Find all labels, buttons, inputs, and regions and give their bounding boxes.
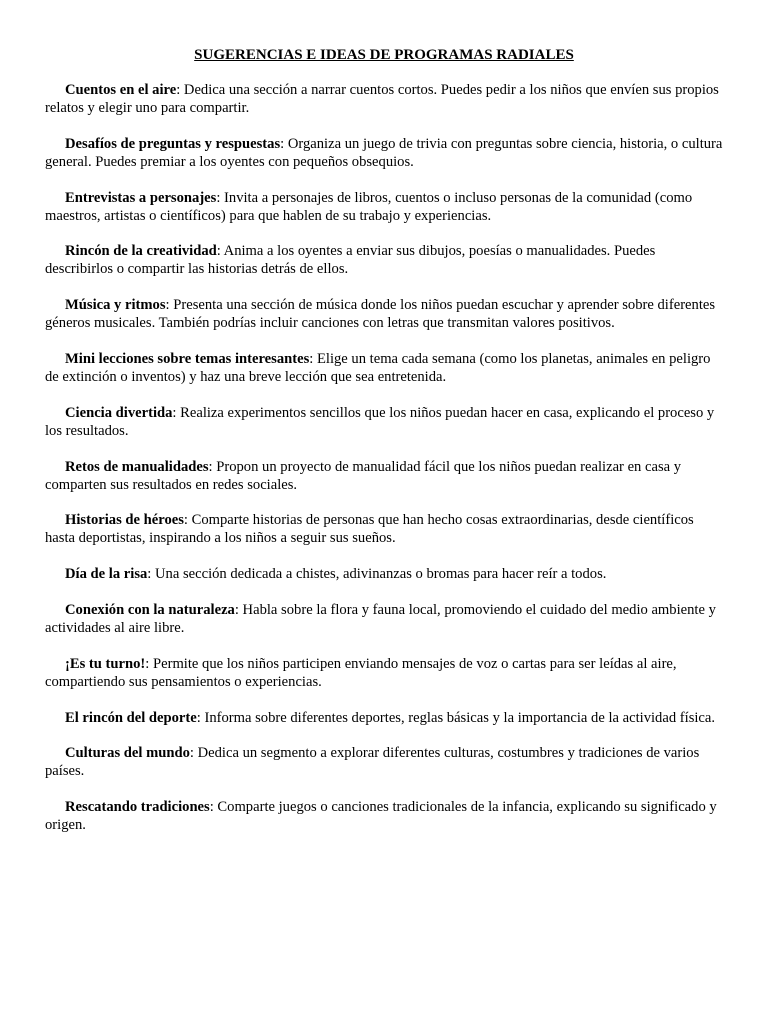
entry-term: Desafíos de preguntas y respuestas xyxy=(65,135,281,152)
entry-term: Ciencia divertida xyxy=(65,404,173,421)
entry-term: Día de la risa xyxy=(65,566,148,583)
document-title: SUGERENCIAS E IDEAS DE PROGRAMAS RADIALES xyxy=(194,47,574,63)
entry-text: : Una sección dedicada a chistes, adivinanzas o bromas para hacer reír a todos. xyxy=(147,566,607,583)
entry-text: : Invita a personajes de libros, cuentos o incluso personas de la comunidad (como maestros, artistas o científicos) para que hablen de su trabajo y experiencias. xyxy=(45,189,693,224)
entry-term: Rescatando tradiciones xyxy=(65,799,210,816)
entry-desafios-de-preguntas xyxy=(45,135,723,171)
entry-text: : Presenta una sección de música donde los niños puedan escuchar y aprender sobre diferentes géneros musicales. También podrías incluir canciones con letras que transmitan valores positivos. xyxy=(45,297,716,332)
entry-text: : Dedica una sección a narrar cuentos cortos. Puedes pedir a los niños que envíen sus propios relatos y elegir uno para compartir. xyxy=(45,82,719,116)
entry-text: : Anima a los oyentes a enviar sus dibujos, poesías o manualidades. Puedes describirlos o compartir las historias detrás de ellos. xyxy=(45,243,656,278)
document-page xyxy=(45,46,723,852)
entry-text: : Propon un proyecto de manualidad fácil que los niños puedan realizar en casa y comparten sus resultados en redes sociales. xyxy=(45,458,682,493)
entry-text: : Habla sobre la flora y fauna local, promoviendo el cuidado del medio ambiente y actividades al aire libre. xyxy=(45,601,716,636)
entry-text: : Comparte historias de personas que han hecho cosas extraordinarias, desde científicos hasta deportistas, inspirando a los niños a seguir sus sueños. xyxy=(45,512,694,547)
entry-term: El rincón del deporte xyxy=(65,709,197,726)
entry-term: Conexión con la naturaleza xyxy=(65,601,235,618)
entry-text: : Realiza experimentos sencillos que los niños puedan hacer en casa, explicando el proceso y los resultados. xyxy=(45,404,715,439)
entry-es-tu-turno xyxy=(45,655,723,691)
entry-cuentos-en-el-aire xyxy=(45,81,723,117)
entry-text: : Dedica un segmento a explorar diferentes culturas, costumbres y tradiciones de varios países. xyxy=(45,745,700,780)
entry-el-rincon-del-deporte xyxy=(45,709,723,727)
entry-historias-de-heroes xyxy=(45,511,723,547)
entry-term: Retos de manualidades xyxy=(65,458,209,475)
entry-culturas-del-mundo xyxy=(45,744,723,780)
entry-text: : Comparte juegos o canciones tradicionales de la infancia, explicando su significado y origen. xyxy=(45,799,717,834)
entry-text: : Informa sobre diferentes deportes, reglas básicas y la importancia de la actividad física. xyxy=(196,709,716,726)
entry-musica-y-ritmos xyxy=(45,296,723,332)
entry-text: : Permite que los niños participen enviando mensajes de voz o cartas para ser leídas al aire, compartiendo sus pensamientos o experiencias. xyxy=(45,655,677,690)
entry-text: : Elige un tema cada semana (como los planetas, animales en peligro de extinción o inventos) y haz una breve lección que sea entretenida. xyxy=(45,350,711,385)
entry-term: Cuentos en el aire xyxy=(65,82,177,98)
entry-term: Rincón de la creatividad xyxy=(65,243,217,260)
entry-rincon-de-la-creatividad xyxy=(45,242,723,278)
entry-conexion-con-la-naturaleza xyxy=(45,601,723,637)
entry-entrevistas-a-personajes xyxy=(45,189,723,225)
entry-dia-de-la-risa xyxy=(45,565,723,583)
entry-term: Música y ritmos xyxy=(65,297,166,314)
entry-rescatando-tradiciones xyxy=(45,798,723,834)
entry-term: Mini lecciones sobre temas interesantes xyxy=(65,350,310,367)
entry-mini-lecciones xyxy=(45,350,723,386)
entry-retos-de-manualidades xyxy=(45,458,723,494)
entry-ciencia-divertida xyxy=(45,404,723,440)
entry-text: : Organiza un juego de trivia con preguntas sobre ciencia, historia, o cultura general. Puedes premiar a los oyentes con pequeños obsequios. xyxy=(45,135,723,170)
entry-term: Historias de héroes xyxy=(65,512,184,529)
entry-term: ¡Es tu turno! xyxy=(65,655,146,672)
entry-term: Entrevistas a personajes xyxy=(65,189,217,206)
entry-term: Culturas del mundo xyxy=(65,745,190,762)
